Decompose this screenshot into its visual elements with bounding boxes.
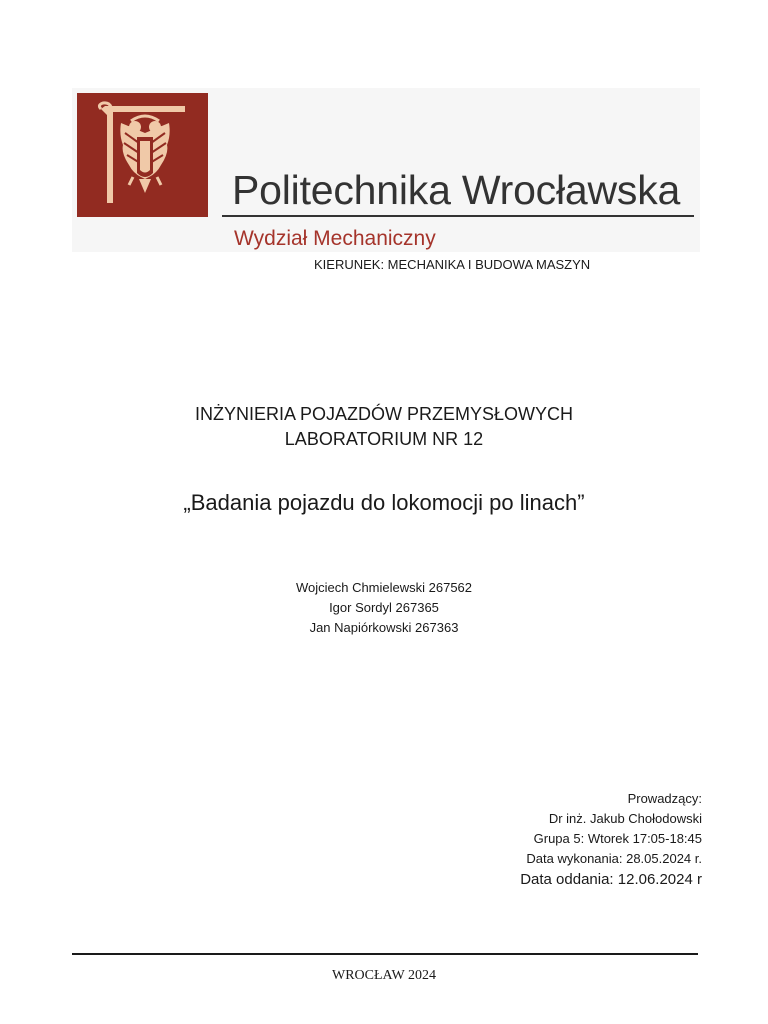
header-divider (222, 215, 694, 217)
faculty-name: Wydział Mechaniczny (234, 227, 436, 250)
report-meta (520, 789, 702, 890)
university-logo (77, 93, 208, 217)
date-submitted: Data oddania: 12.06.2024 r (520, 871, 702, 888)
author-item: Jan Napiórkowski 267363 (309, 620, 459, 635)
group-info: Grupa 5: Wtorek 17:05-18:45 (533, 831, 702, 846)
supervisor-label: Prowadzący: (627, 791, 702, 806)
supervisor-name: Dr inż. Jakub Chołodowski (548, 811, 702, 826)
footer-city-year: WROCŁAW 2024 (331, 968, 436, 983)
authors-list (0, 578, 768, 638)
course-block (0, 402, 768, 452)
lab-number: LABORATORIUM NR 12 (284, 429, 484, 449)
course-name: INŻYNIERIA POJAZDÓW PRZEMYSŁOWYCH (194, 404, 574, 424)
report-title: „Badania pojazdu do lokomocji po linach” (183, 490, 585, 515)
date-performed: Data wykonania: 28.05.2024 r. (526, 851, 702, 866)
author-item: Igor Sordyl 267365 (329, 600, 439, 615)
footer-divider (72, 953, 698, 955)
eagle-crest-icon (77, 93, 208, 217)
university-name: Politechnika Wrocławska (232, 167, 681, 213)
study-field: KIERUNEK: MECHANIKA I BUDOWA MASZYN (314, 257, 591, 272)
author-item: Wojciech Chmielewski 267562 (295, 580, 473, 595)
